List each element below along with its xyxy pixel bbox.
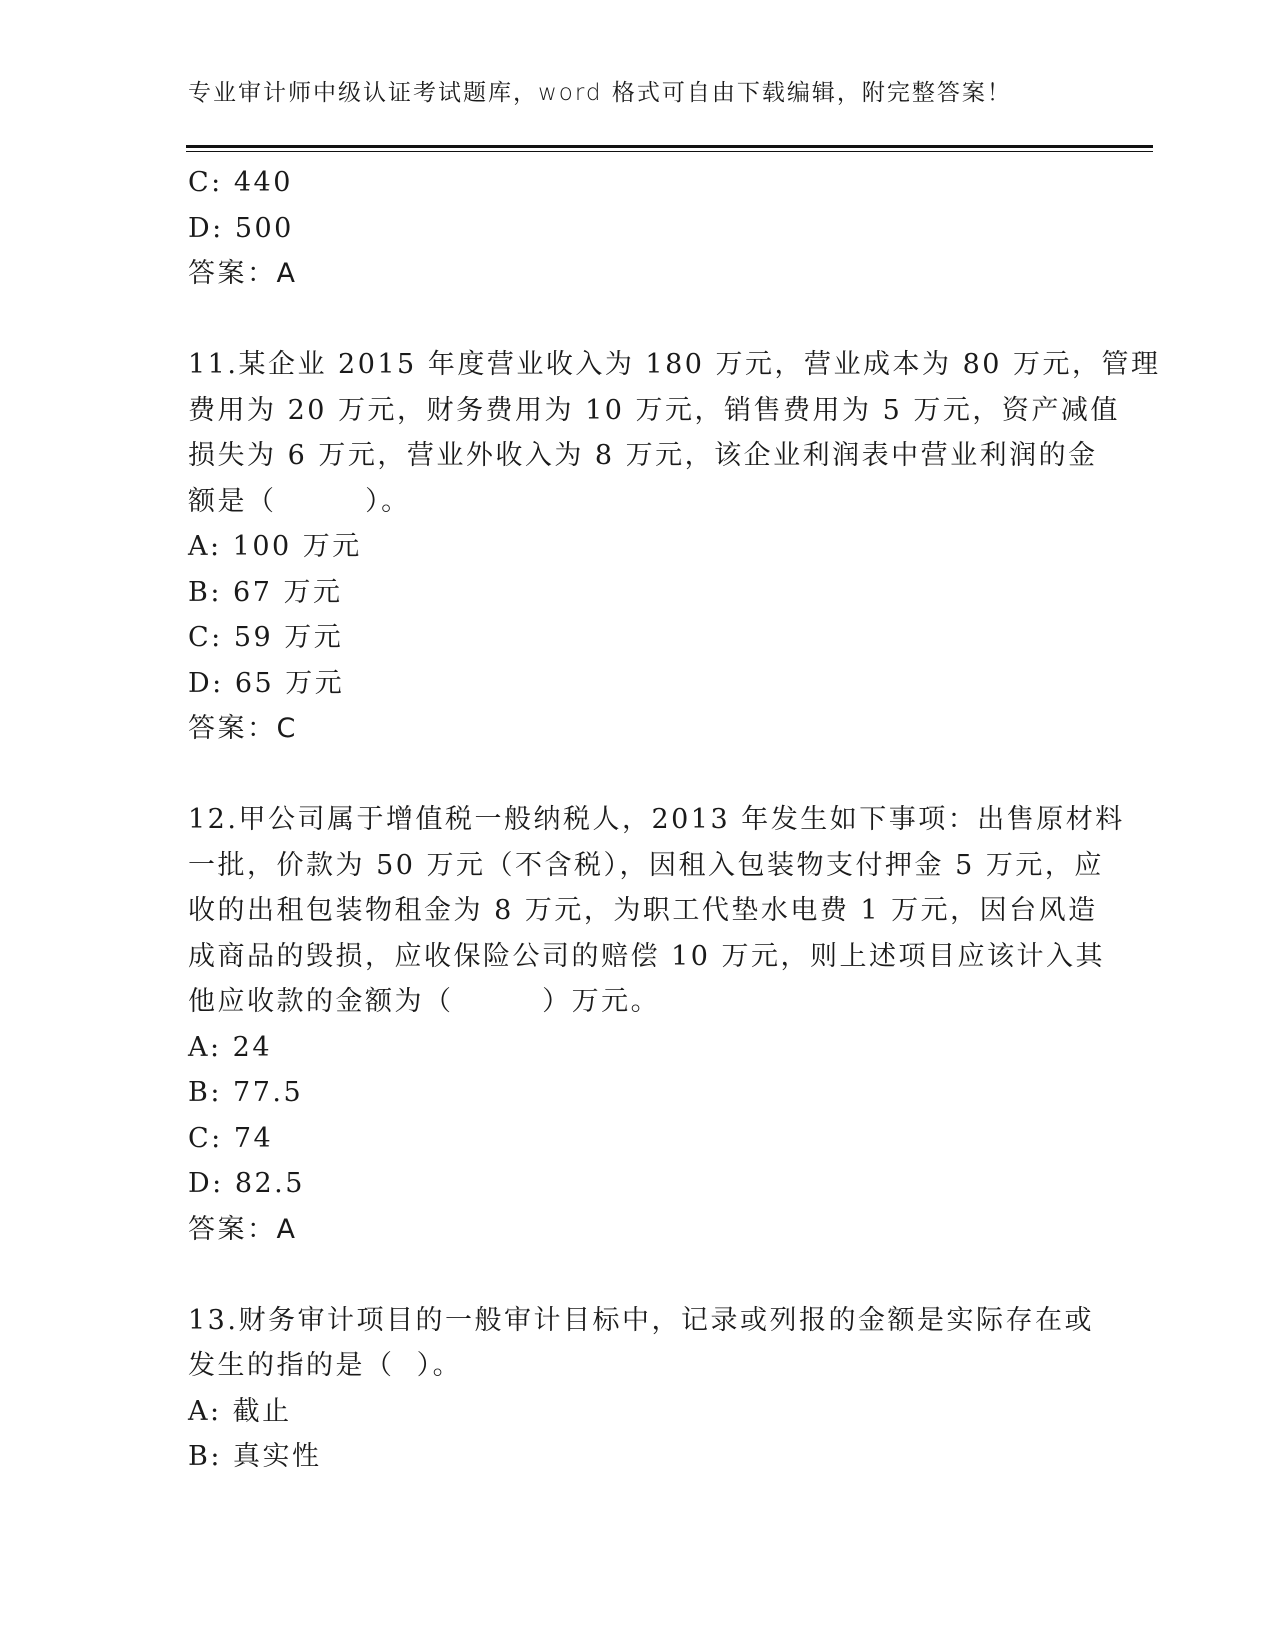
option-d: D: 65 万元 (188, 667, 345, 699)
question-stem-line: 一批，价款为 50 万元（不含税），因租入包装物支付押金 5 万元，应 (188, 849, 1104, 881)
option-b: B: 真实性 (188, 1441, 322, 1472)
option-a: A: 截止 (188, 1395, 292, 1427)
question-stem-line: 11.某企业 2015 年度营业收入为 180 万元，营业成本为 80 万元，管理 (188, 349, 1161, 380)
question-stem-line: 13.财务审计项目的一般审计目标中，记录或列报的金额是实际存在或 (188, 1304, 1094, 1336)
question-13 (188, 1298, 1094, 1480)
question-12 (188, 797, 1125, 1252)
option-a: A: 24 (188, 1031, 273, 1063)
question-stem-line: 损失为 6 万元，营业外收入为 8 万元，该企业利润表中营业利润的金 (188, 440, 1098, 471)
option-b: B: 77.5 (188, 1077, 304, 1108)
question-stem-line: 收的出租包装物租金为 8 万元，为职工代垫水电费 1 万元，因台风造 (188, 895, 1098, 926)
option-c: C: 59 万元 (188, 622, 344, 653)
answer-line: 答案：A (188, 1213, 298, 1245)
spacer (188, 752, 1088, 798)
option-a: A: 100 万元 (188, 531, 362, 562)
question-stem-line: 费用为 20 万元，财务费用为 10 万元，销售费用为 5 万元，资产减值 (188, 394, 1120, 426)
option-c: C: 440 (188, 167, 293, 198)
question-11 (188, 342, 1161, 752)
answer-line: 答案：A (188, 258, 298, 289)
question-stem-line: 成商品的毁损，应收保险公司的赔偿 10 万元，则上述项目应该计入其 (188, 940, 1106, 972)
option-c: C: 74 (188, 1122, 274, 1154)
header-rule-thin (186, 151, 1153, 152)
spacer (188, 297, 1088, 343)
answer-line: 答案：C (188, 713, 298, 744)
header-rule-thick (186, 145, 1153, 148)
question-stem-line: 他应收款的金额为（ ）万元。 (188, 986, 661, 1017)
page-header: 专业审计师中级认证考试题库，word 格式可自由下载编辑，附完整答案！ (188, 80, 1012, 106)
option-d: D: 82.5 (188, 1168, 305, 1199)
question-stem-line: 额是（ ）。 (188, 485, 411, 517)
option-b: B: 67 万元 (188, 576, 343, 608)
spacer (188, 1252, 1088, 1298)
document-body (188, 160, 1161, 1480)
question-stem-line: 12.甲公司属于增值税一般纳税人，2013 年发生如下事项：出售原材料 (188, 804, 1125, 835)
option-d: D: 500 (188, 212, 294, 244)
question-stem-line: 发生的指的是（ ）。 (188, 1350, 463, 1381)
